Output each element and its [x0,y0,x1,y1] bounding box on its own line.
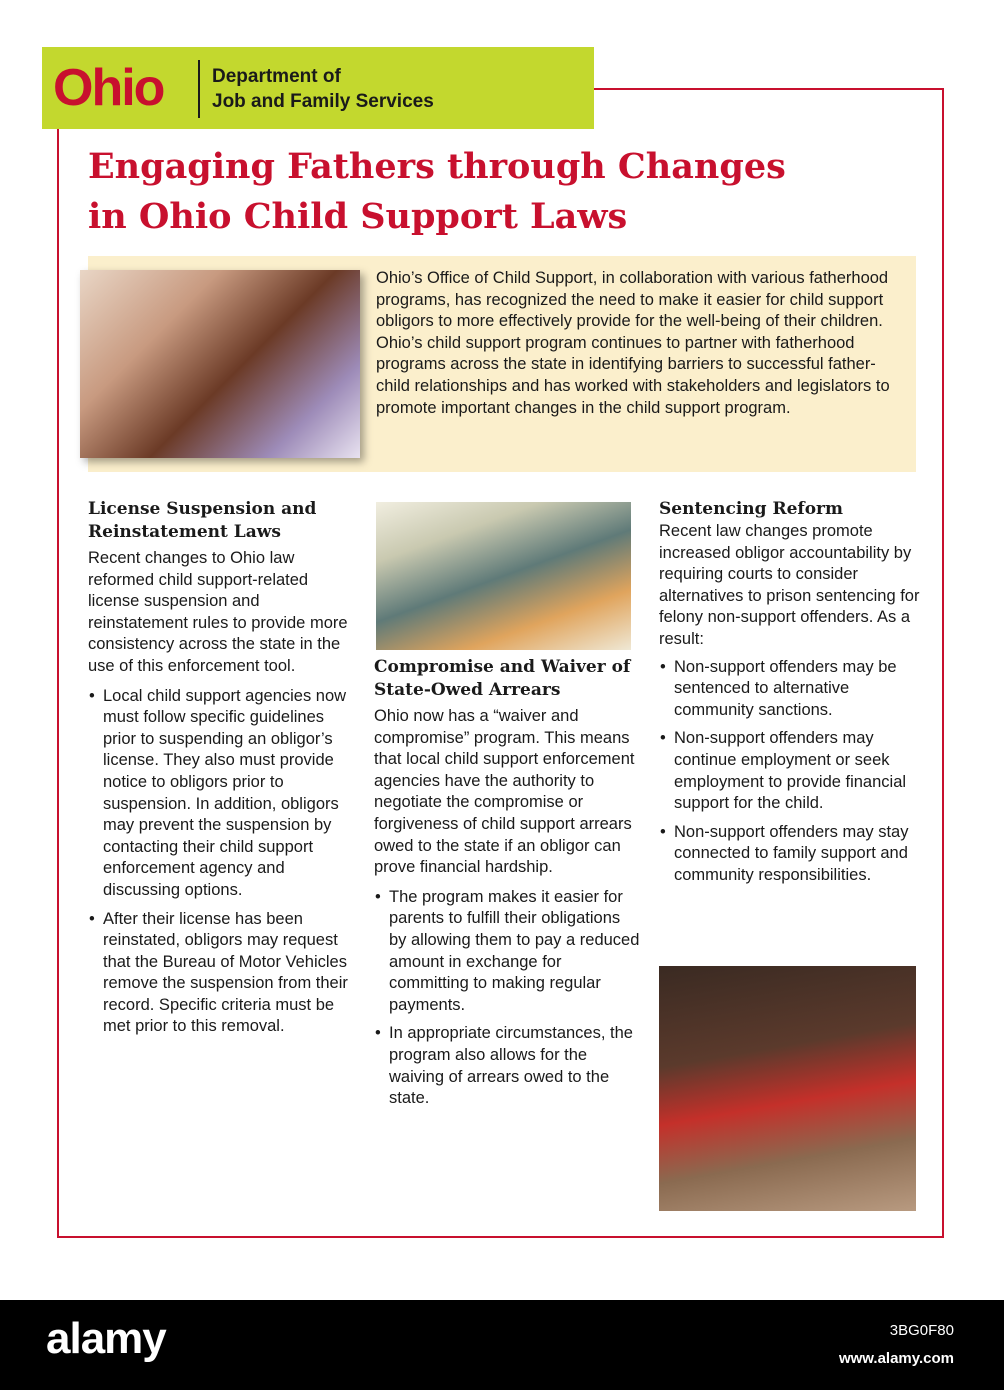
department-name [212,64,434,114]
intro-paragraph: Ohio’s Office of Child Support, in collaboration with various fatherhood programs, has recognized the need to make it easier for child support obligors to more effectively provide for the well-being of their children. Ohio’s child support program continues to partner with fatherhood programs across the state in identifying barriers to successful father-child relationships and has worked with stakeholders and legislators to promote important changes in the child support program. [376,269,890,417]
license-section [88,498,350,1045]
image-id: 3BG0F80 [889,1322,954,1339]
license-bullets [88,686,350,1039]
title-line-2: in Ohio Child Support Laws [88,196,628,237]
sentencing-bullet-2: • Non-support offenders may continue employment or seek employment to provide financial support for the child. [674,728,921,814]
page-title [88,142,908,242]
alamy-brand: alamy [46,1314,166,1363]
compromise-bullet-2: • In appropriate circumstances, the program also allows for the waiving of arrears owed to the state. [389,1023,640,1109]
license-bullet-1: • Local child support agencies now must follow specific guidelines prior to suspending an obligor’s license. They also must provide notice to obligors prior to suspension. In addition, obligors may prevent the suspension by contacting their child support enforcement agency and discussing options. [103,686,350,902]
license-body: Recent changes to Ohio law reformed child support-related license suspension and reinstatement rules to provide more consistency across the state in the use of this enforcement tool. [88,549,348,675]
sentencing-body: Recent law changes promote increased obligor accountability by requiring courts to consider alternatives to prison sentencing for felony non-support offenders. As a result: [659,522,920,648]
family-photo [80,270,360,458]
ohio-logo: Ohio [53,59,164,117]
compromise-body: Ohio now has a “waiver and compromise” program. This means that local child support enforcement agencies have the authority to negotiate the compromise or forgiveness of child support arrears owed to the state if an obligor can prove financial hardship. [374,707,635,877]
sentencing-bullet-3: • Non-support offenders may stay connected to family support and community responsibilities. [674,822,921,887]
bowling-photo [659,966,916,1211]
department-line-2: Job and Family Services [212,91,434,112]
compromise-bullets [374,887,640,1110]
compromise-section [374,656,640,1117]
sentencing-section [659,498,921,894]
license-heading: License Suspension and Reinstatement Laws [88,499,317,542]
sentencing-bullets [659,657,921,887]
father-son-photo [376,502,631,650]
title-line-1: Engaging Fathers through Changes [88,146,786,187]
sentencing-heading: Sentencing Reform [659,499,843,519]
department-line-1: Department of [212,66,341,87]
license-bullet-2: • After their license has been reinstated, obligors may request that the Bureau of Motor Vehicles remove the suspension from their record. Specific criteria must be met prior to this removal. [103,909,350,1039]
alamy-site: www.alamy.com [838,1350,954,1367]
compromise-bullet-1: • The program makes it easier for parents to fulfill their obligations by allowing them to pay a reduced amount in exchange for committing to making regular payments. [389,887,640,1017]
logo-divider [198,60,200,118]
compromise-heading: Compromise and Waiver of State-Owed Arrears [374,657,631,700]
sentencing-bullet-1: • Non-support offenders may be sentenced to alternative community sanctions. [674,657,921,722]
